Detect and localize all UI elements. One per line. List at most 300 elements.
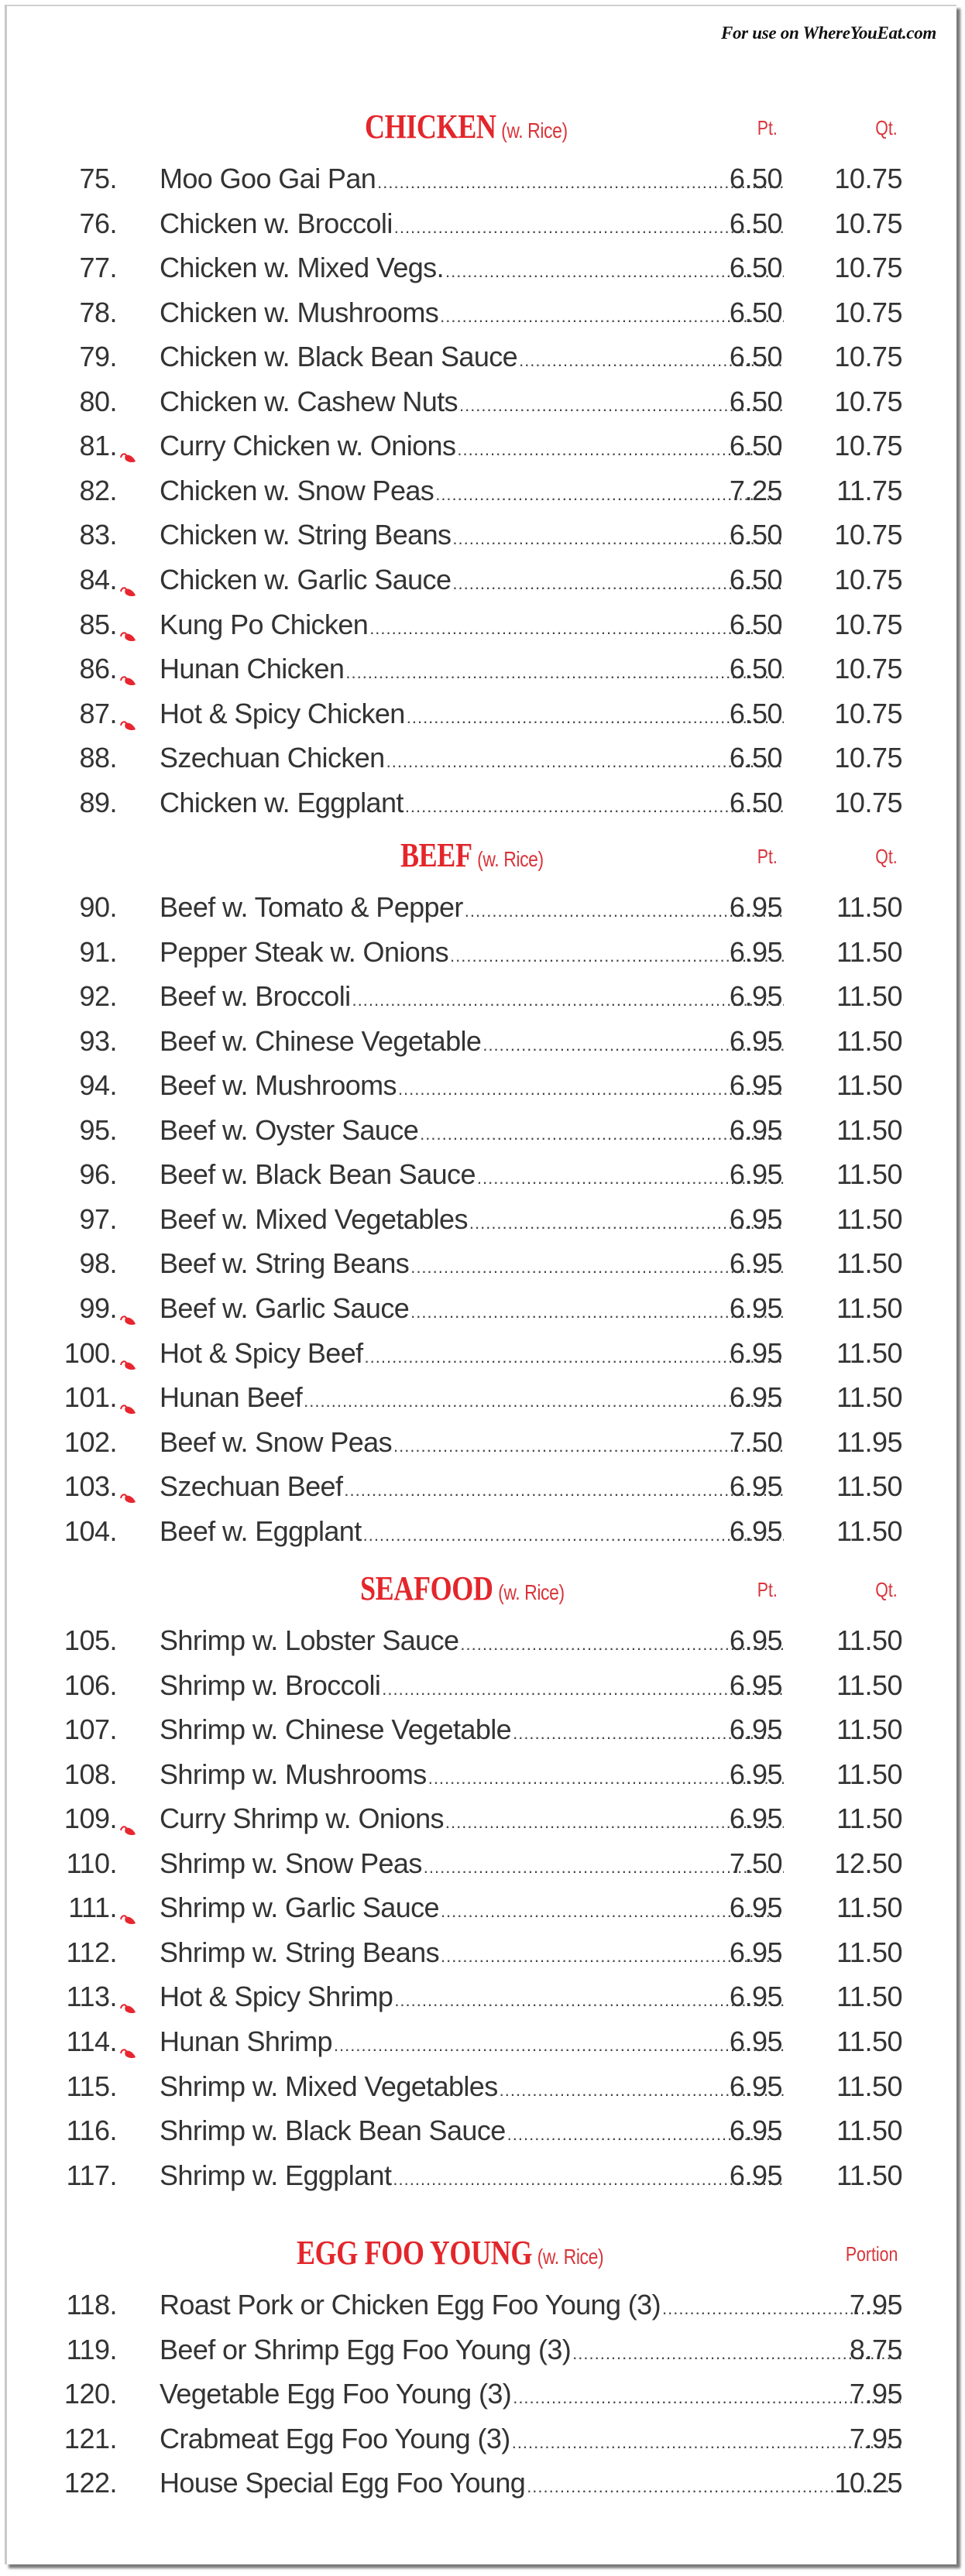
leader-dots	[304, 1382, 784, 1421]
price-quart: 11.50	[836, 1291, 902, 1324]
price-quart: 10.75	[834, 653, 902, 685]
menu-item-row[interactable]	[7, 338, 956, 376]
menu-item-row[interactable]	[7, 2067, 956, 2106]
leader-dots	[377, 163, 784, 202]
column-label-quart: Qt.	[875, 845, 898, 868]
leader-dots	[398, 1070, 784, 1109]
item-name-line	[160, 1977, 784, 2020]
item-name: Curry Chicken w. Onions	[160, 430, 456, 462]
item-name-line	[160, 2022, 784, 2065]
price-quart: 11.50	[836, 1202, 902, 1235]
menu-item-row[interactable]	[7, 561, 956, 599]
price-quart: 12.50	[834, 1847, 902, 1879]
item-number: 84.	[79, 563, 117, 595]
price-quart: 11.50	[836, 2070, 902, 2102]
item-name: Beef w. Tomato & Pepper	[160, 891, 463, 923]
item-number: 107.	[64, 1713, 117, 1746]
menu-item-row[interactable]	[7, 977, 956, 1016]
item-name-line	[160, 516, 784, 558]
item-number: 75.	[79, 163, 117, 194]
menu-item-row[interactable]	[7, 516, 956, 554]
price-pint: 6.50	[729, 252, 782, 284]
price-pint: 6.50	[729, 430, 782, 462]
item-name-line	[160, 382, 784, 425]
menu-item-row[interactable]	[7, 1933, 956, 1972]
leader-dots	[394, 208, 784, 247]
price-pint: 6.50	[729, 697, 782, 729]
price-quart: 11.50	[836, 1758, 902, 1790]
item-name-line	[160, 472, 784, 514]
item-name-line	[160, 1799, 784, 1842]
price-quart: 11.50	[836, 1514, 902, 1547]
price-quart: 11.50	[836, 1470, 902, 1503]
price-portion: 7.95	[849, 2378, 902, 2410]
item-name-line	[160, 1844, 784, 1887]
section-title	[365, 107, 568, 146]
item-name-line	[160, 1755, 784, 1798]
leader-dots	[407, 698, 784, 737]
price-pint: 6.50	[729, 163, 782, 194]
leader-dots	[334, 2026, 784, 2065]
menu-item-row[interactable]	[7, 1111, 956, 1150]
menu-item-row[interactable]	[7, 382, 956, 421]
price-pint: 6.95	[729, 1202, 782, 1235]
item-name: Kung Po Chicken	[160, 608, 369, 640]
menu-item-row[interactable]	[7, 1066, 956, 1105]
item-name: Roast Pork or Chicken Egg Foo Young (3)	[160, 2289, 661, 2320]
leader-dots	[352, 981, 784, 1020]
item-name: Shrimp w. Eggplant	[160, 2159, 392, 2191]
item-number: 114.	[66, 2025, 117, 2057]
menu-item-row[interactable]	[7, 2331, 956, 2369]
price-pint: 6.95	[729, 1336, 782, 1369]
menu-item-row[interactable]	[7, 2420, 956, 2458]
item-number: 121.	[64, 2422, 117, 2454]
price-quart: 11.50	[836, 1336, 902, 1369]
menu-item-row[interactable]	[7, 427, 956, 465]
item-name: Chicken w. String Beans	[160, 519, 452, 551]
item-number: 85.	[79, 608, 117, 640]
price-portion: 7.95	[849, 2289, 902, 2320]
menu-item-row[interactable]	[7, 650, 956, 688]
item-number: 101.	[64, 1381, 117, 1414]
menu-item-row[interactable]	[7, 249, 956, 287]
item-number: 110.	[66, 1847, 117, 1879]
item-number: 103.	[64, 1470, 117, 1503]
item-name-line	[160, 1467, 784, 1510]
item-name-line	[160, 739, 784, 781]
item-number: 102.	[64, 1425, 117, 1458]
menu-item-row[interactable]	[7, 888, 956, 927]
item-name-line	[160, 204, 784, 247]
chili-pepper-icon	[118, 1988, 137, 2004]
price-quart: 11.50	[836, 2115, 902, 2147]
chili-pepper-icon	[118, 571, 137, 587]
item-name: Chicken w. Garlic Sauce	[160, 563, 452, 595]
price-quart: 10.75	[834, 207, 902, 239]
price-portion: 8.75	[849, 2333, 902, 2365]
price-pint: 6.50	[729, 653, 782, 685]
price-quart: 11.75	[836, 474, 902, 506]
item-name-line	[160, 1378, 784, 1421]
menu-item-row[interactable]	[7, 1844, 956, 1883]
menu-item-row[interactable]	[7, 2156, 956, 2195]
chili-pepper-icon	[118, 1899, 137, 1915]
price-pint: 6.50	[729, 563, 782, 595]
price-pint: 6.95	[729, 980, 782, 1013]
item-name-line	[160, 2156, 784, 2199]
item-name-line	[160, 249, 784, 291]
item-name: Shrimp w. Mixed Vegetables	[160, 2070, 498, 2102]
item-name-line	[160, 695, 784, 737]
price-quart: 10.75	[834, 563, 902, 595]
item-name: Chicken w. Broccoli	[160, 207, 393, 239]
item-number: 88.	[79, 742, 117, 774]
item-name-line	[160, 888, 784, 931]
section-subtitle: (w. Rice)	[501, 118, 568, 142]
chili-pepper-icon	[118, 2033, 137, 2049]
price-pint: 6.95	[729, 1470, 782, 1503]
item-name: Chicken w. Snow Peas	[160, 474, 434, 506]
price-quart: 11.50	[836, 1247, 902, 1280]
item-name-line	[160, 605, 784, 648]
menu-item-row[interactable]	[7, 1710, 956, 1749]
section-title-text: SEAFOOD	[360, 1569, 493, 1607]
menu-item-row[interactable]	[7, 1200, 956, 1239]
item-number: 79.	[79, 341, 117, 373]
item-name-line	[160, 1933, 784, 1976]
item-number: 81.	[79, 430, 117, 462]
menu-item-row[interactable]	[7, 204, 956, 243]
item-name-line	[160, 1244, 784, 1287]
price-portion: 7.95	[849, 2422, 902, 2454]
item-number: 99.	[79, 1291, 117, 1324]
price-quart: 10.75	[834, 608, 902, 640]
watermark: For use on WhereYouEat.com	[720, 23, 936, 43]
price-pint: 6.95	[729, 891, 782, 923]
item-name: Shrimp w. Snow Peas	[160, 1847, 422, 1879]
item-name: Shrimp w. Lobster Sauce	[160, 1624, 459, 1656]
menu-item-row[interactable]	[7, 1621, 956, 1660]
price-pint: 6.95	[729, 1069, 782, 1102]
price-pint: 6.95	[729, 1936, 782, 1968]
item-name: Chicken w. Mushrooms	[160, 296, 439, 328]
price-quart: 11.50	[836, 1892, 902, 1924]
item-number: 86.	[79, 653, 117, 685]
item-name: Chicken w. Mixed Vegs.	[160, 252, 444, 284]
price-pint: 6.50	[729, 608, 782, 640]
price-quart: 10.75	[834, 742, 902, 774]
column-label-pint: Pt.	[757, 116, 778, 139]
item-name: Pepper Steak w. Onions	[160, 935, 449, 968]
item-number: 77.	[79, 252, 117, 284]
leader-dots	[393, 2160, 784, 2199]
menu-item-row[interactable]	[7, 1244, 956, 1283]
section-subtitle: (w. Rice)	[537, 2245, 604, 2269]
menu-item-row[interactable]	[7, 2022, 956, 2061]
item-name-line	[160, 561, 784, 603]
leader-dots	[410, 1293, 784, 1332]
price-quart: 11.50	[836, 2159, 902, 2191]
item-name-line	[160, 1066, 784, 1109]
leader-dots	[513, 2379, 901, 2417]
price-pint: 6.95	[729, 1981, 782, 2013]
item-name-line	[160, 2286, 901, 2328]
item-number: 106.	[64, 1669, 117, 1701]
item-number: 105.	[64, 1624, 117, 1656]
price-pint: 6.95	[729, 1381, 782, 1414]
item-name-line	[160, 650, 784, 692]
menu-item-row[interactable]	[7, 1467, 956, 1506]
price-quart: 10.75	[834, 385, 902, 417]
leader-dots	[410, 1248, 784, 1287]
item-name-line	[160, 1888, 784, 1931]
price-pint: 6.50	[729, 207, 782, 239]
menu-item-row[interactable]	[7, 933, 956, 972]
menu-item-row[interactable]	[7, 1423, 956, 1462]
item-name-line	[160, 293, 784, 336]
item-name: Beef w. Snow Peas	[160, 1425, 392, 1458]
section-title-text: CHICKEN	[365, 108, 496, 146]
item-number: 97.	[79, 1202, 117, 1235]
item-name: Beef w. Mushrooms	[160, 1069, 397, 1102]
menu-item-row[interactable]	[7, 2286, 956, 2324]
item-number: 109.	[64, 1803, 117, 1835]
item-name: Beef w. Broccoli	[160, 980, 351, 1013]
item-number: 82.	[79, 474, 117, 506]
price-pint: 6.95	[729, 1291, 782, 1324]
price-pint: 6.95	[729, 2025, 782, 2057]
item-name: Beef w. Chinese Vegetable	[160, 1024, 482, 1057]
menu-item-row[interactable]	[7, 605, 956, 644]
price-quart: 11.50	[836, 1713, 902, 1746]
price-quart: 11.50	[836, 1624, 902, 1656]
section-header	[7, 835, 956, 879]
item-name-line	[160, 1155, 784, 1198]
menu-item-row[interactable]	[7, 2111, 956, 2150]
leader-dots	[394, 1981, 784, 2020]
chili-pepper-icon	[118, 660, 137, 676]
price-pint: 6.95	[729, 2159, 782, 2191]
item-name: Vegetable Egg Foo Young (3)	[160, 2378, 512, 2410]
leader-dots	[393, 1427, 784, 1466]
menu-item-row[interactable]	[7, 2464, 956, 2502]
price-pint: 6.95	[729, 1624, 782, 1656]
menu-item-row[interactable]	[7, 1378, 956, 1417]
column-label-portion: Portion	[845, 2242, 898, 2266]
menu-item-row[interactable]	[7, 739, 956, 777]
chili-pepper-icon	[118, 1478, 137, 1494]
menu-item-row[interactable]	[7, 159, 956, 198]
price-quart: 11.50	[836, 1803, 902, 1835]
item-name: Shrimp w. String Beans	[160, 1936, 439, 1968]
menu-item-row[interactable]	[7, 293, 956, 332]
price-quart: 11.95	[836, 1425, 902, 1458]
item-name-line	[160, 2331, 901, 2373]
item-name-line	[160, 1334, 784, 1377]
price-pint: 7.50	[729, 1847, 782, 1879]
column-label-pint: Pt.	[757, 1578, 778, 1601]
item-name: Moo Goo Gai Pan	[160, 163, 376, 194]
price-quart: 10.75	[834, 430, 902, 462]
price-portion: 10.25	[834, 2467, 902, 2499]
price-pint: 6.95	[729, 1669, 782, 1701]
price-pint: 6.95	[729, 1024, 782, 1057]
section-title	[297, 2233, 603, 2272]
price-quart: 10.75	[834, 519, 902, 551]
section-subtitle: (w. Rice)	[498, 1580, 565, 1604]
item-name: Hot & Spicy Chicken	[160, 697, 405, 729]
item-name: Beef w. Oyster Sauce	[160, 1113, 419, 1146]
price-pint: 6.95	[729, 2070, 782, 2102]
item-name-line	[160, 2111, 784, 2154]
price-quart: 10.75	[834, 296, 902, 328]
column-label-quart: Qt.	[875, 116, 898, 139]
item-number: 91.	[79, 935, 117, 968]
item-name-line	[160, 2375, 901, 2417]
price-pint: 6.50	[729, 341, 782, 373]
menu-item-row[interactable]	[7, 1888, 956, 1927]
item-number: 87.	[79, 697, 117, 729]
section-title	[360, 1569, 565, 1608]
price-quart: 11.50	[836, 1069, 902, 1102]
item-name: Shrimp w. Black Bean Sauce	[160, 2115, 506, 2147]
menu-item-row[interactable]	[7, 1155, 956, 1194]
section-header	[7, 1569, 956, 1612]
price-pint: 6.95	[729, 1713, 782, 1746]
column-label-quart: Qt.	[875, 1578, 898, 1601]
price-quart: 11.50	[836, 891, 902, 923]
menu-item-row[interactable]	[7, 1512, 956, 1551]
item-number: 78.	[79, 296, 117, 328]
item-name: Chicken w. Black Bean Sauce	[160, 341, 518, 373]
item-number: 76.	[79, 207, 117, 239]
menu-item-row[interactable]	[7, 2375, 956, 2413]
item-number: 118.	[66, 2289, 117, 2320]
item-number: 115.	[66, 2070, 117, 2102]
item-number: 89.	[79, 786, 117, 818]
item-name-line	[160, 1200, 784, 1243]
price-pint: 6.95	[729, 935, 782, 968]
item-name-line	[160, 159, 784, 202]
menu-item-row[interactable]	[7, 1755, 956, 1794]
item-number: 108.	[64, 1758, 117, 1790]
menu-item-row[interactable]	[7, 1289, 956, 1328]
chili-pepper-icon	[118, 705, 137, 721]
menu-item-row[interactable]	[7, 1334, 956, 1373]
item-name: Shrimp w. Chinese Vegetable	[160, 1713, 512, 1746]
item-name-line	[160, 784, 784, 826]
item-number: 113.	[66, 1981, 117, 2013]
item-name: Shrimp w. Mushrooms	[160, 1758, 427, 1790]
item-number: 100.	[64, 1336, 117, 1369]
item-number: 90.	[79, 891, 117, 923]
item-name: Shrimp w. Garlic Sauce	[160, 1892, 439, 1924]
item-number: 83.	[79, 519, 117, 551]
item-number: 112.	[66, 1936, 117, 1968]
section-title-text: BEEF	[400, 836, 472, 874]
item-name: Hot & Spicy Beef	[160, 1336, 363, 1369]
item-name-line	[160, 2420, 901, 2462]
item-name: Beef w. Eggplant	[160, 1514, 362, 1547]
item-name-line	[160, 1022, 784, 1065]
section-title	[400, 835, 544, 875]
section-header	[7, 107, 956, 150]
item-name-line	[160, 1512, 784, 1555]
item-name: Hunan Beef	[160, 1381, 303, 1414]
price-pint: 6.95	[729, 1514, 782, 1547]
leader-dots	[405, 787, 784, 826]
leader-dots	[386, 743, 784, 781]
menu-item-row[interactable]	[7, 1022, 956, 1061]
leader-dots	[345, 653, 784, 692]
item-name-line	[160, 1289, 784, 1332]
menu-item-row[interactable]	[7, 472, 956, 510]
item-number: 92.	[79, 980, 117, 1013]
item-number: 122.	[64, 2467, 117, 2499]
column-label-pint: Pt.	[757, 845, 778, 868]
price-pint: 6.95	[729, 1158, 782, 1191]
price-pint: 6.95	[729, 2115, 782, 2147]
price-pint: 6.50	[729, 519, 782, 551]
price-pint: 6.95	[729, 1803, 782, 1835]
price-quart: 10.75	[834, 341, 902, 373]
item-name-line	[160, 1621, 784, 1664]
menu-page	[5, 5, 956, 2564]
menu-item-row[interactable]	[7, 695, 956, 733]
chili-pepper-icon	[118, 1389, 137, 1405]
item-name: Beef or Shrimp Egg Foo Young (3)	[160, 2333, 572, 2365]
item-number: 96.	[79, 1158, 117, 1191]
price-pint: 6.50	[729, 742, 782, 774]
item-name: Beef w. Black Bean Sauce	[160, 1158, 476, 1191]
price-quart: 11.50	[836, 1113, 902, 1146]
item-name: Beef w. String Beans	[160, 1247, 410, 1280]
leader-dots	[344, 1471, 784, 1510]
item-number: 120.	[64, 2378, 117, 2410]
item-number: 93.	[79, 1024, 117, 1057]
item-name-line	[160, 1423, 784, 1466]
price-pint: 6.50	[729, 786, 782, 818]
leader-dots	[382, 1670, 784, 1709]
section-title-text: EGG FOO YOUNG	[297, 2234, 533, 2272]
item-name: Szechuan Beef	[160, 1470, 343, 1503]
leader-dots	[512, 2423, 901, 2462]
chili-pepper-icon	[118, 437, 137, 453]
menu-item-row[interactable]	[7, 784, 956, 822]
menu-item-row[interactable]	[7, 1666, 956, 1705]
menu-item-row[interactable]	[7, 1977, 956, 2016]
price-pint: 7.50	[729, 1425, 782, 1458]
item-name-line	[160, 2067, 784, 2110]
price-pint: 6.50	[729, 385, 782, 417]
price-quart: 11.50	[836, 1158, 902, 1191]
price-quart: 10.75	[834, 697, 902, 729]
item-number: 117.	[66, 2159, 117, 2191]
item-name: Hunan Shrimp	[160, 2025, 332, 2057]
item-number: 95.	[79, 1113, 117, 1146]
price-quart: 11.50	[836, 1024, 902, 1057]
price-pint: 6.95	[729, 1113, 782, 1146]
item-number: 104.	[64, 1514, 117, 1547]
item-name: Beef w. Mixed Vegetables	[160, 1202, 468, 1235]
item-name-line	[160, 1111, 784, 1154]
price-quart: 11.50	[836, 980, 902, 1013]
price-quart: 11.50	[836, 1669, 902, 1701]
price-quart: 11.50	[836, 1936, 902, 1968]
item-number: 94.	[79, 1069, 117, 1102]
menu-item-row[interactable]	[7, 1799, 956, 1838]
